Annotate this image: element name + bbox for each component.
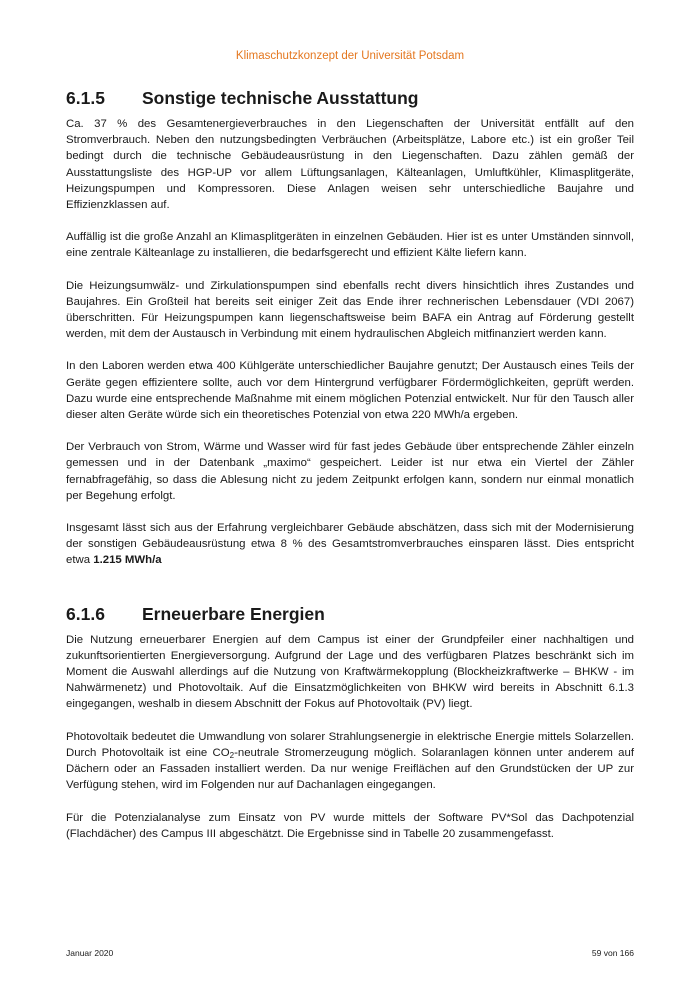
paragraph: Die Nutzung erneuerbarer Energien auf dem Campus ist einer der Grundpfeiler einer nachhaltigen und zukunftsorientierten Energieversorgung. Aufgrund der Lage und des verfügbaren Platzes beschränkt sich im Moment die Auswahl allerdings auf die Nutzung von Kraftwärmekopplung (Blockheizkraftwerke – BHKW - im Nahwärmenetz) und Photovoltaik. Auf die Einsatzmöglichkeiten von BHKW wird bereits in Abschnitt 6.1.3 eingegangen, weshalb in diesem Abschnitt der Fokus auf Photovoltaik (PV) liegt. bbox=[66, 633, 634, 711]
footer-date: Januar 2020 bbox=[66, 948, 114, 958]
paragraph: Der Verbrauch von Strom, Wärme und Wasser wird für fast jedes Gebäude über entsprechende Zähler einzeln gemessen und in der Datenbank „maximo“ gespeichert. Leider ist nur etwa ein Viertel der Zähler fernabfragefähig, so dass die Ablesung nicht zu jedem Zeitpunkt erfolgen kann, sondern nur einmal monatlich per Begehung erfolgt. bbox=[66, 441, 634, 502]
paragraph: Ca. 37 % des Gesamtenergieverbrauches in den Liegenschaften der Universität entfällt auf den Stromverbrauch. Neben den nutzungsbedingten Verbräuchen (Arbeitsplätze, Labore etc.) ist ein großer Teil bedingt durch die technische Gebäudeausrüstung in den Liegenschaften. Dazu zählen gemäß der Ausstattungsliste des HGP-UP vor allem Lüftungsanlagen, Kälteanlagen, Umluftkühler, Klimasplitgeräte, Heizungspumpen und Kompressoren. Diese Anlagen weisen sehr unterschiedliche Baujahre und Effizienzklassen auf. bbox=[66, 118, 634, 212]
paragraph: Die Heizungsumwälz- und Zirkulationspumpen sind ebenfalls recht divers hinsichtlich ihres Zustandes und Baujahres. Ein Großteil hat bereits seit einiger Zeit das Ende ihrer rechnerischen Lebensdauer (VDI 2067) überschritten. Für Heizungspumpen kann liegenschaftsweise beim BAFA ein Antrag auf Förderung gestellt werden, mit dem der Austausch in Verbindung mit einem hydraulischen Abgleich mitfinanziert werden kann. bbox=[66, 279, 634, 341]
co2-subscript: 2 bbox=[229, 750, 235, 760]
page-content bbox=[66, 88, 634, 858]
pv-text-part2: -neutrale Stromerzeugung möglich. Solaranlagen können unter anderem auf Dächern oder an Fassaden installiert werden. Da nur wenige Freiflächen auf den Grundstücken der UP zur Verfügung stehen, wird im Folgenden nur auf Dachanlagen eingegangen. bbox=[66, 746, 634, 792]
paragraph: Für die Potenzialanalyse zum Einsatz von PV wurde mittels der Software PV*Sol das Dachpotenzial (Flachdächer) des Campus III abgeschätzt. Die Ergebnisse sind in Tabelle 20 zusammengefasst. bbox=[66, 811, 634, 840]
section-number: 6.1.6 bbox=[66, 603, 105, 624]
pv-text-part1: Photovoltaik bedeutet die Umwandlung von solarer Strahlungsenergie in elektrische Energie mittels Solarzellen. Durch Photovoltaik ist eine CO bbox=[66, 730, 634, 759]
footer-page-number: 59 von 166 bbox=[591, 948, 634, 958]
section-number: 6.1.5 bbox=[66, 88, 105, 108]
paragraph: In den Laboren werden etwa 400 Kühlgeräte unterschiedlicher Baujahre genutzt; Der Austausch eines Teils der Geräte gegen effizientere sollte, auch vor dem Hintergrund verfügbarer Fördermöglichkeiten, geprüft werden. Dazu wurde eine entsprechende Maßnahme mit einem möglichen Potenzial entwickelt. Nur für den Tausch aller dieser alten Geräte würde sich ein theoretisches Potenzial von etwa 220 MWh/a ergeben. bbox=[66, 360, 634, 422]
paragraph: Auffällig ist die große Anzahl an Klimasplitgeräten in einzelnen Gebäuden. Hier ist es unter Umständen sinnvoll, eine zentrale Kälteanlage zu installieren, die bedarfsgerecht und effizient Kälte liefern kann. bbox=[66, 231, 634, 260]
section-title: Erneuerbare Energien bbox=[142, 603, 325, 624]
section-title: Sonstige technische Ausstattung bbox=[142, 88, 419, 108]
summary-text: Insgesamt lässt sich aus der Erfahrung vergleichbarer Gebäude abschätzen, dass sich mit der Modernisierung der sonstigen Gebäudeausrüstung etwa 8 % des Gesamtstromverbrauches einsparen lässt. Dies entspricht etwa bbox=[66, 522, 634, 567]
summary-paragraph bbox=[66, 520, 634, 569]
summary-value: 1.215 MWh/a bbox=[93, 554, 162, 567]
section-heading-6-1-5 bbox=[66, 88, 634, 109]
section-heading-6-1-6 bbox=[66, 604, 634, 625]
pv-paragraph bbox=[66, 729, 634, 794]
page-header: Klimaschutzkonzept der Universität Potsdam bbox=[235, 50, 465, 62]
